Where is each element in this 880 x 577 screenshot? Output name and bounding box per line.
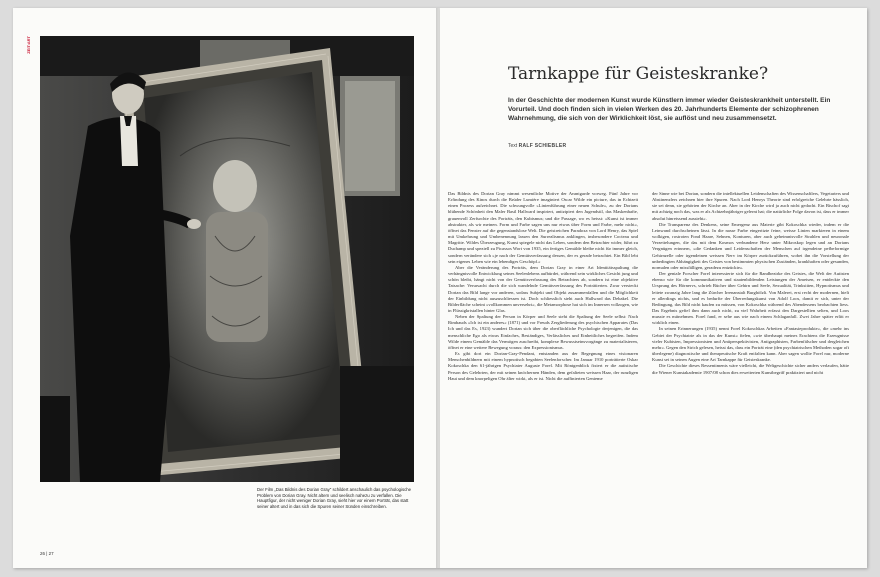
paragraph: Die Transparenz des Denkens, seine Emergenz aus Materie gibt Kokoschka wieder, indem er die Leinwand durchscheinen lässt. In die nasse Farbe eingeritzte feine, weisse Linien markieren in einem wolkigen, rostroten Fond Haare, Sehnen, Konturen, aber auch geheimnisvolle Strahlen und neuronale Verzettelungen, die das mit dem Kosmos verbundene Herz unter Mikroskop legen und an Dorians Vergnügen erinnern, »die Gedanken und Leidenschaften der Menschen auf irgendeine pefbeformige Gehirnzelle oder irgendeinen weissen Nerv im Körper zurückzuführen, wobei ihn die Vorstellung der unbedingten Abhängigkeit des Geistes von bestimmten physischen Zuständen, krankhaften oder gesunden, normalen oder missfälligen, geradezu entzückte«. [652,221,849,270]
article-title: Tarnkappe für Geisteskranke? [508,64,769,84]
body-column-1 [448,191,638,382]
paragraph: Die Geschichte dieses Ressentiments wäre vielleicht, die Weltgeschichte sicher anders verlaufen, hätte die Wiener Kunstakademie 1907/08 schon dies erweiterten Kunstbegriff praktiziert und nicht [652,363,849,375]
paragraph: Es gibt dort ein Dorian-Gray-Pendant, entstanden aus der Begegnung eines visionaren Menschenbildnern mit einem hypnotisch begabten Seelenforscher. Im Januar 1910 porträtierte Oskar Kokoschka den 61-jährigen Psychiater Auguste Forel. Mit Röntgenblick fixiert er die autistische Person des Gelehrten, der mit seinen knöchernen Händen, dem gefalteten weissen Haar, der runzligen Haut und dem knorpeligen Ohr älter wirkt, als er ist. Nicht die auffinierten Genieme [448,351,638,381]
section-tag: ZEIT:ART [26,36,31,54]
page-number-left: 26 | 27 [40,551,54,556]
right-page [440,8,867,568]
paragraph: Das Bildnis des Dorian Gray nimmt wesentliche Motive der Avantgarde vorweg. Fünf Jahre vor Erfindung des Kinos durch die Brüder Lumière imaginiert Oscar Wilde ein picture, das in Echtzeit einen Prozess aufzeichnet. Die schwungvolle »Linienführung einer neuen Schule«, zu der Dorians blühende Schönheit den Maler Basil Hallward inspiriert, antizipiert den Jugendstil, das Maskenhafte, grauenvoll Zerfurchte des Porträts, den Kubismus; und die Passage, wo es heisst: »Kunst ist immer abstrakter, als wir meinen. Form und Farbe sagen uns nur etwas über Form und Farbe, mehr nicht«, öffnet das Fenster auf die gegenstandslose Welt. Die geistreichen Paradoxa von Lord Henry, das Spiel mit Umkehrung und Umbenennung lassen den Surrealismus anklingen, insbesondere Cocteau und Magritte. Wildes Überzeugung, Kunst spiegele nicht das Leben, sondern den Betrachter wider, führt zu Duchamp und speziell zu Picassos Wort von 1935, ein fertiges Gemälde bleibe nicht für immer gleich, sondern verändere sich »je nach der Gemütsverfassung dessen, der es gerade betrachtet. Ein Bild lebt sein eigenes Leben wie ein lebendiges Geschöpf.« [448,191,638,264]
left-page [13,8,440,568]
paragraph: In seinen Erinnerungen (1935) nennt Forel Kokoschkas Arbeiten »Fantasieprodukte«, die »mehr ins Gebiet der Psychiatrie als in das der Kunst« fielen, »wie überhaupt meines Erachtens die Erzeugnisse vieler Kubisten, Impressionisten und Antiperspektivisten, Antigraphisten, Farbenfälscher und dergleichen mehr«. Gegen den Strich gelesen, heisst das, dass ein Porträt eine (den psychiatrischen Methoden sogar oft überlegene) diagnostische und therapeutische Kraft entfalten kann. Aber sagen wollte Forel nur, moderne Kunst sei in seinen Augen eine Art Tarnkappe für Geisteskranke. [652,326,849,363]
paragraph: Der geniale Forscher Forel interessierte sich für die Randbezirke des Geistes, die Welt der Autisten ebenso wie für die kommunikativen und staatenbildenden Leistungen der Ameisen, er entdeckte den Ursprung des Hörnervs, schrieb Bücher über Gehirn und Seele, Sexualität, Trinksitten, Hypnotismus und leitete zwanzig Jahre lang die Zürcher Irrenanstalt Burghölzli. Von Malerei, erst recht der modernen, hielt er allerdings nichts, und es bedurfte der Überredungskunst von Adolf Loos, damit er sich, unter der Bedingung, das Bild nicht kaufen zu müssen, von Kokoschka während des Abendessens beobachten liess. Das Ergebnis gefiel ihm dann auch nicht, zu viel Wahrheit erfasst den Dargestellten selten, und Loos musste es mitnehmen. Forel fand, er sehe aus wie nach einem Schlaganfall. Zwei Jahre später erlitt er wirklich einen. [652,271,849,326]
article-lead: In der Geschichte der modernen Kunst wurde Künstlern immer wieder Geisteskrankheit unterstellt. Ein Vorurteil. Und doch finden sich in vielen Werken des 20. Jahrhunderts Elemente der schizophrenen Wahrnehmung, die sich von der Wirklichkeit löst, sie auflöst und neu zusammensetzt. [508,97,831,123]
paragraph: der Sinne wie bei Dorian, sondern die intellektuellen Leidenschaften des Wissenschaftlers, Vegetariers und Abstinenzlers zeichnen hier ihre Spuren. Nach Lord Henrys Theorie sind erfolgreiche Gelehrte hässlich, sie sei denn, sie gehörten der Kirche an. Aber in der Kirche wird ja auch nicht gedacht. Ein Bischof sagt mit achtzig noch das, was er als Achtzehnjähriger gelernt hat; die natürliche Folge davon ist, dass er immer absolut hinreissend aussieht«. [652,191,849,221]
photo-caption: Der Film „Das Bildnis des Dorian Gray“ schildert anschaulich das psychologische Problem von Dorian Gray. Nicht altern und seelisch nahezu zu verfallen. Die Hauptfigur, der nicht weniger Dorian Gray, sieht hier vor einem Porträt, das statt seiner altert und in das sich die Spuren seiner Sünden einschreiben. [257,487,412,509]
dorian-gray-film-photo [40,36,414,482]
paragraph: Neben der Spaltung der Person in Körper und Seele steht die Spaltung der Seele selbst: Nach Rimbauds »Ich ist ein anderes« (1871) und vor Freuds Zergliederung des psychischen Apparates (Das Ich und das Es, 1923) wundert Dorian sich über die oberflächliche Psychologie derjenigen, die das menschliche Ego als etwas Einfaches, Beständiges, Verlässliches und Einheitliches begreifen. Indem Wilde einem Gemälde das Vermögen zuschreibt, komplexe Bewusstseinsvorgänge zu materialisieren, öffnet er eine weitere Bewegung voraus: den Expressionismus. [448,314,638,350]
paragraph: Aber die Veränderung des Porträts, dem Dorian Gray in einer Art Identitätsspaltung die verhängnisvolle Entwicklung seines Seelenlebens aufbürdet, während sein wirkliches Gesicht jung und schön bleibt, hängt nicht von der Gemütsverfassung des Betrachters ab, sondern ist eine objektive Tatsache: Verursacht durch die sich wandelnde Gemütsverfassung des Porträtierten. Zwar versteckt Dorian das Bild lange vor anderen, sodass Subjekt und Objekt zusammenfallen und die Möglichkeit der Einbildung nicht auszuschliessen ist. Doch schliesslich sieht auch Hallward das Debakel. Die Bilderfläche scheint »vollkommen unversehrt«, die Metamorphose hat sich im Innersen vollzogen, wie in Flüssigkristallen hinter Glas. [448,264,638,313]
byline-author: RALF SCHIEBLER [518,143,567,149]
body-column-2 [652,191,849,376]
byline [508,143,566,149]
byline-prefix: Text [508,143,518,149]
